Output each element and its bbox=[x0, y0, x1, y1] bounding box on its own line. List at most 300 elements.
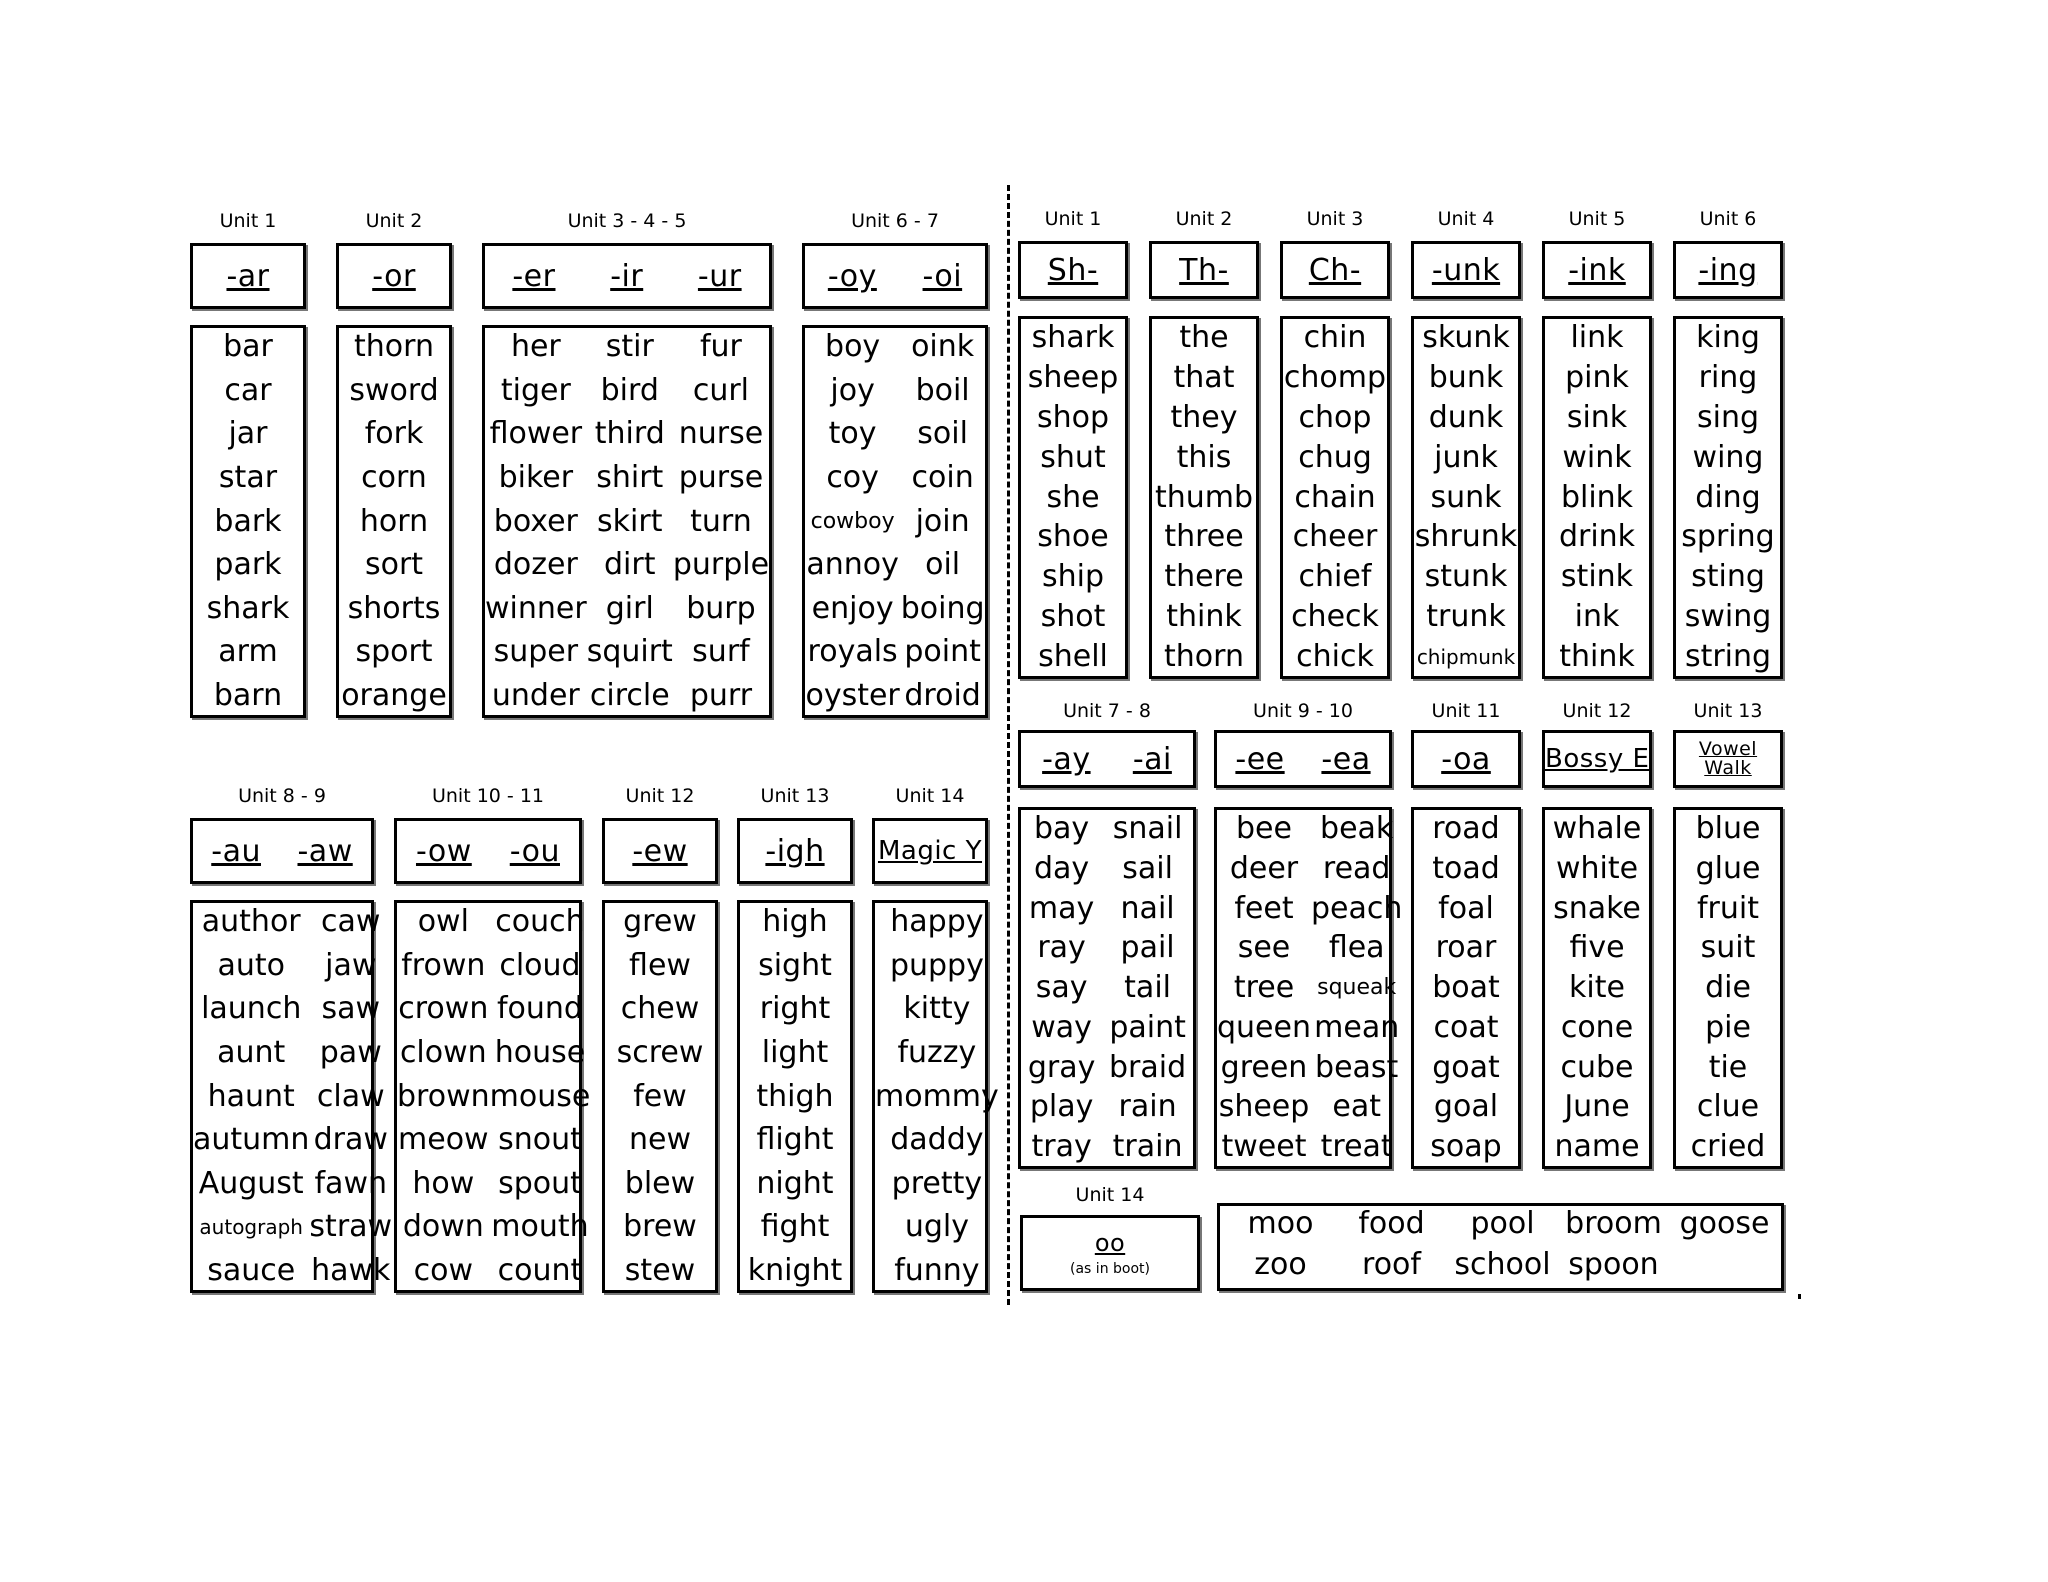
sound-header: -ow bbox=[415, 833, 472, 869]
word: king bbox=[1696, 320, 1760, 355]
word-list-box bbox=[1673, 807, 1783, 1169]
word-list-box bbox=[602, 900, 718, 1293]
unit-label: Unit 6 - 7 bbox=[851, 210, 939, 232]
word-list-box bbox=[1149, 316, 1259, 679]
unit-label: Unit 12 bbox=[625, 785, 695, 807]
word: circle bbox=[589, 678, 670, 713]
oo-header-box bbox=[1020, 1215, 1200, 1291]
oo-subheader: (as in boot) bbox=[1070, 1261, 1150, 1277]
word: soap bbox=[1430, 1129, 1502, 1164]
word: hawk bbox=[311, 1253, 391, 1288]
sound-header-box bbox=[1411, 241, 1521, 299]
word: roar bbox=[1435, 930, 1497, 966]
word: sunk bbox=[1430, 479, 1502, 515]
word: ding bbox=[1695, 479, 1761, 515]
word: sheep bbox=[1218, 1089, 1310, 1125]
sound-header: -ur bbox=[697, 258, 742, 294]
word: goose bbox=[1679, 1206, 1770, 1241]
word: squirt bbox=[586, 634, 673, 670]
word-list-box bbox=[394, 900, 591, 1293]
sound-header: -ink bbox=[1568, 252, 1626, 288]
word: thigh bbox=[756, 1078, 834, 1114]
unit-label: Unit 10 - 11 bbox=[431, 785, 544, 807]
word: name bbox=[1554, 1129, 1640, 1164]
word: squeak bbox=[1317, 975, 1397, 1000]
sound-header-box bbox=[394, 818, 582, 884]
word-column bbox=[341, 329, 447, 713]
word: coat bbox=[1433, 1009, 1499, 1045]
word: shark bbox=[1031, 320, 1115, 355]
word: curl bbox=[692, 372, 750, 408]
word: spout bbox=[498, 1165, 582, 1201]
word: skunk bbox=[1422, 320, 1510, 355]
word: boat bbox=[1432, 970, 1500, 1005]
word: ship bbox=[1041, 559, 1104, 595]
word: flew bbox=[629, 947, 691, 983]
word: cheer bbox=[1292, 519, 1378, 555]
word: coy bbox=[826, 459, 879, 495]
word: that bbox=[1173, 359, 1235, 395]
word-column bbox=[1027, 320, 1119, 674]
word-list-box bbox=[190, 900, 393, 1293]
word: bar bbox=[223, 329, 273, 364]
sound-header: -oa bbox=[1441, 741, 1491, 777]
word: flight bbox=[756, 1122, 834, 1158]
word: blew bbox=[624, 1165, 696, 1201]
word: ink bbox=[1574, 599, 1620, 635]
word: chomp bbox=[1283, 359, 1387, 395]
word: junk bbox=[1434, 439, 1498, 475]
word: screw bbox=[616, 1034, 704, 1070]
word: kite bbox=[1569, 970, 1625, 1005]
word: grew bbox=[623, 904, 697, 939]
sound-header: -er bbox=[512, 258, 556, 294]
word-column bbox=[1217, 811, 1311, 1164]
word: biker bbox=[498, 459, 574, 495]
word: sort bbox=[364, 547, 424, 583]
word: three bbox=[1164, 519, 1244, 555]
word: day bbox=[1033, 850, 1090, 886]
word: chipmunk bbox=[1416, 645, 1516, 669]
sound-header: -ee bbox=[1235, 741, 1285, 777]
unit-label: Unit 3 - 4 - 5 bbox=[567, 210, 687, 232]
word-list-box bbox=[1018, 807, 1196, 1169]
word: chop bbox=[1298, 399, 1372, 435]
sound-header: -ew bbox=[632, 833, 688, 869]
word: few bbox=[633, 1078, 687, 1114]
unit-label: Unit 11 bbox=[1431, 700, 1501, 722]
word: turn bbox=[690, 503, 752, 539]
word-column bbox=[1414, 320, 1518, 672]
word: check bbox=[1291, 599, 1379, 635]
word-list-box bbox=[1411, 807, 1521, 1169]
word: tail bbox=[1124, 970, 1171, 1005]
word: pail bbox=[1120, 930, 1175, 966]
sound-header-box bbox=[802, 243, 988, 309]
sound-header: Bossy E bbox=[1545, 744, 1650, 774]
word: play bbox=[1029, 1089, 1094, 1125]
word: mouse bbox=[489, 1078, 591, 1114]
unit-label: Unit 2 bbox=[1175, 208, 1233, 230]
word: die bbox=[1705, 970, 1751, 1005]
word: coin bbox=[911, 459, 974, 495]
sound-header-box bbox=[1149, 241, 1259, 299]
word-list-box bbox=[1673, 316, 1783, 679]
word: nail bbox=[1120, 890, 1175, 926]
word: tiger bbox=[500, 372, 571, 408]
word: droid bbox=[904, 678, 981, 713]
word: sting bbox=[1691, 559, 1765, 595]
unit-label: Unit 12 bbox=[1562, 700, 1632, 722]
word: jaw bbox=[325, 947, 377, 983]
unit-label: Unit 1 bbox=[219, 210, 277, 232]
word: autumn bbox=[193, 1122, 310, 1158]
word: paw bbox=[319, 1034, 382, 1070]
word: the bbox=[1179, 320, 1229, 355]
sound-header-box bbox=[482, 243, 772, 309]
word bbox=[1669, 1246, 1780, 1287]
word: found bbox=[496, 991, 583, 1027]
word: enjoy bbox=[811, 590, 894, 626]
word: horn bbox=[359, 503, 429, 539]
word: park bbox=[214, 547, 282, 583]
word: snake bbox=[1553, 890, 1641, 926]
unit-label: Unit 13 bbox=[760, 785, 830, 807]
word: brown bbox=[397, 1078, 490, 1114]
word: launch bbox=[201, 991, 302, 1027]
word: bay bbox=[1033, 811, 1090, 846]
word: caw bbox=[321, 904, 381, 939]
word: oyster bbox=[805, 678, 900, 713]
word-column bbox=[485, 329, 587, 713]
word: puppy bbox=[889, 947, 984, 983]
word: see bbox=[1237, 930, 1291, 966]
word: shirt bbox=[596, 459, 664, 495]
word: boing bbox=[900, 590, 985, 626]
word: peach bbox=[1310, 890, 1403, 926]
unit-label: Unit 14 bbox=[895, 785, 965, 807]
word: kitty bbox=[903, 991, 971, 1027]
word: high bbox=[762, 904, 828, 939]
word: treat bbox=[1320, 1129, 1393, 1164]
word: car bbox=[224, 372, 272, 408]
word: cowboy bbox=[810, 508, 895, 534]
word: moo bbox=[1247, 1206, 1314, 1241]
word: tray bbox=[1031, 1129, 1092, 1164]
word: bird bbox=[600, 372, 659, 408]
word: road bbox=[1432, 811, 1500, 846]
word: bark bbox=[214, 503, 282, 539]
word: down bbox=[402, 1209, 484, 1245]
sound-header: -ai bbox=[1132, 741, 1172, 777]
word: haunt bbox=[207, 1078, 295, 1114]
word: tree bbox=[1233, 970, 1295, 1005]
word: link bbox=[1570, 320, 1624, 355]
word: shorts bbox=[347, 590, 441, 626]
word: chief bbox=[1298, 559, 1372, 595]
oo-word-grid bbox=[1225, 1205, 1780, 1287]
word: cube bbox=[1560, 1049, 1634, 1085]
sound-header-box bbox=[190, 243, 306, 309]
word: eat bbox=[1332, 1089, 1381, 1125]
word-column bbox=[1283, 320, 1387, 674]
word: bunk bbox=[1428, 359, 1504, 395]
stray-mark bbox=[1798, 1294, 1801, 1299]
word: beast bbox=[1315, 1049, 1399, 1085]
word: green bbox=[1220, 1049, 1308, 1085]
word: August bbox=[198, 1165, 304, 1201]
word: join bbox=[915, 503, 970, 539]
sound-header: Sh- bbox=[1047, 252, 1099, 288]
word: drink bbox=[1558, 519, 1636, 555]
word: sight bbox=[758, 947, 832, 983]
word: zoo bbox=[1254, 1247, 1307, 1282]
word: corn bbox=[361, 459, 427, 495]
word: fight bbox=[760, 1209, 830, 1245]
word: she bbox=[1046, 479, 1100, 515]
word: fuzzy bbox=[897, 1034, 977, 1070]
word: surf bbox=[692, 634, 750, 670]
word: food bbox=[1358, 1206, 1425, 1241]
word-list-box bbox=[1542, 316, 1652, 679]
word: foal bbox=[1438, 890, 1494, 926]
word: there bbox=[1164, 559, 1244, 595]
word: broom bbox=[1565, 1206, 1662, 1241]
word: count bbox=[497, 1253, 583, 1288]
word-column bbox=[805, 329, 900, 713]
word-column bbox=[1681, 320, 1775, 674]
word: cone bbox=[1560, 1009, 1634, 1045]
word: dozer bbox=[493, 547, 578, 583]
word: deer bbox=[1229, 850, 1299, 886]
word-list-box bbox=[1542, 807, 1652, 1169]
word: purse bbox=[678, 459, 764, 495]
sound-header: -igh bbox=[765, 833, 825, 869]
word-list-box bbox=[482, 325, 772, 718]
word: chick bbox=[1296, 639, 1374, 674]
word-list-box bbox=[802, 325, 988, 718]
word-column bbox=[309, 904, 393, 1288]
word: flea bbox=[1328, 930, 1385, 966]
word: chin bbox=[1303, 320, 1367, 355]
word: frown bbox=[401, 947, 486, 983]
word: clue bbox=[1696, 1089, 1760, 1125]
sound-header-box bbox=[602, 818, 718, 884]
word: flower bbox=[489, 416, 583, 452]
word: mean bbox=[1314, 1009, 1400, 1045]
word-column bbox=[206, 329, 290, 713]
word: shut bbox=[1040, 439, 1106, 475]
word: blue bbox=[1695, 811, 1761, 846]
word: chug bbox=[1298, 439, 1372, 475]
word: shell bbox=[1038, 639, 1108, 674]
word: shark bbox=[206, 590, 290, 626]
word: star bbox=[218, 459, 278, 495]
word: sink bbox=[1566, 399, 1628, 435]
sound-header: -ay bbox=[1042, 741, 1091, 777]
word: owl bbox=[417, 904, 469, 939]
word: wing bbox=[1692, 439, 1764, 475]
word: say bbox=[1035, 970, 1088, 1005]
word: claw bbox=[316, 1078, 385, 1114]
word: sauce bbox=[207, 1253, 296, 1288]
word: thorn bbox=[354, 329, 434, 364]
unit-label: Unit 3 bbox=[1306, 208, 1364, 230]
word: bee bbox=[1236, 811, 1292, 846]
unit-label: Unit 7 - 8 bbox=[1063, 700, 1151, 722]
word: tie bbox=[1708, 1049, 1748, 1085]
word: wink bbox=[1562, 439, 1632, 475]
sound-header-box bbox=[1280, 241, 1390, 299]
word: blink bbox=[1560, 479, 1634, 515]
sound-header: -unk bbox=[1431, 252, 1501, 288]
word: rain bbox=[1118, 1089, 1177, 1125]
word-list-box bbox=[1411, 316, 1521, 679]
word: tweet bbox=[1221, 1129, 1307, 1164]
word: author bbox=[201, 904, 301, 939]
word: whale bbox=[1552, 811, 1642, 846]
word: fawn bbox=[314, 1165, 387, 1201]
word-list-box bbox=[1280, 316, 1390, 679]
word: burp bbox=[686, 590, 756, 626]
word: her bbox=[510, 329, 561, 364]
word: orange bbox=[341, 678, 447, 713]
word: nurse bbox=[678, 416, 764, 452]
word: toy bbox=[828, 416, 877, 452]
word: feet bbox=[1234, 890, 1294, 926]
word-list-box bbox=[336, 325, 452, 718]
word: spring bbox=[1681, 519, 1775, 555]
word: annoy bbox=[806, 547, 899, 583]
word: purple bbox=[672, 547, 770, 583]
word: read bbox=[1322, 850, 1391, 886]
word: boxer bbox=[493, 503, 578, 539]
word: toad bbox=[1432, 850, 1500, 886]
sound-header: -ing bbox=[1698, 252, 1758, 288]
sound-header: -ou bbox=[509, 833, 560, 869]
word-column bbox=[672, 329, 770, 713]
sound-header-box bbox=[1542, 241, 1652, 299]
word: purr bbox=[689, 678, 753, 713]
sound-header: -or bbox=[372, 258, 416, 294]
word: shrunk bbox=[1414, 519, 1518, 555]
word: spoon bbox=[1568, 1247, 1659, 1282]
word: mouth bbox=[491, 1209, 589, 1245]
word: new bbox=[628, 1122, 691, 1158]
word: pretty bbox=[891, 1165, 983, 1201]
word-column bbox=[1558, 320, 1636, 674]
unit-label: Unit 9 - 10 bbox=[1253, 700, 1353, 722]
word: cloud bbox=[499, 947, 581, 983]
word-column bbox=[1310, 811, 1403, 1164]
word: sheep bbox=[1027, 359, 1119, 395]
word: stunk bbox=[1424, 559, 1508, 595]
sound-header-box bbox=[190, 818, 374, 884]
word-column bbox=[193, 904, 310, 1288]
sound-header: Th- bbox=[1179, 252, 1229, 288]
word: snout bbox=[498, 1122, 582, 1158]
word-column bbox=[1027, 811, 1096, 1164]
word: draw bbox=[313, 1122, 388, 1158]
sound-header-box bbox=[737, 818, 853, 884]
word: beak bbox=[1320, 811, 1394, 846]
word: boil bbox=[915, 372, 970, 408]
word: oil bbox=[925, 547, 961, 583]
word: June bbox=[1564, 1089, 1630, 1125]
word: they bbox=[1170, 399, 1238, 435]
word: queen bbox=[1217, 1009, 1311, 1045]
word: barn bbox=[213, 678, 283, 713]
word: dunk bbox=[1428, 399, 1504, 435]
word-list-box bbox=[1018, 316, 1128, 679]
word: auto bbox=[217, 947, 285, 983]
word: straw bbox=[309, 1209, 393, 1245]
word: ugly bbox=[904, 1209, 969, 1245]
word: goat bbox=[1432, 1049, 1500, 1085]
word: this bbox=[1176, 439, 1232, 475]
word: point bbox=[904, 634, 981, 670]
word-column bbox=[1552, 811, 1642, 1164]
word: pink bbox=[1565, 359, 1629, 395]
word: funny bbox=[894, 1253, 980, 1288]
word: way bbox=[1031, 1009, 1092, 1045]
word: meow bbox=[398, 1122, 489, 1158]
word: clown bbox=[399, 1034, 487, 1070]
page-divider bbox=[1007, 185, 1010, 1305]
word: sport bbox=[355, 634, 433, 670]
word: train bbox=[1112, 1129, 1183, 1164]
word: third bbox=[594, 416, 665, 452]
word: happy bbox=[890, 904, 984, 939]
unit-label: Unit 13 bbox=[1693, 700, 1763, 722]
word: mommy bbox=[875, 1078, 999, 1114]
unit-label: Unit 2 bbox=[365, 210, 423, 232]
word: five bbox=[1569, 930, 1625, 966]
word: swing bbox=[1684, 599, 1772, 635]
word: house bbox=[494, 1034, 586, 1070]
sound-header-box bbox=[1018, 241, 1128, 299]
word: dirt bbox=[604, 547, 656, 583]
word: oink bbox=[911, 329, 975, 364]
sound-header-box bbox=[336, 243, 452, 309]
word: shoe bbox=[1037, 519, 1109, 555]
word: couch bbox=[495, 904, 585, 939]
sound-header: -aw bbox=[297, 833, 353, 869]
oo-header: oo bbox=[1094, 1229, 1126, 1257]
word: arm bbox=[218, 634, 278, 670]
word: ray bbox=[1037, 930, 1086, 966]
word: autograph bbox=[199, 1215, 303, 1240]
unit-label: Unit 14 bbox=[1075, 1184, 1145, 1206]
unit-label: Unit 1 bbox=[1044, 208, 1102, 230]
word: chain bbox=[1294, 479, 1376, 515]
word: stink bbox=[1560, 559, 1634, 595]
word: shop bbox=[1036, 399, 1110, 435]
word: paint bbox=[1109, 1009, 1186, 1045]
word-column bbox=[875, 904, 999, 1288]
word: school bbox=[1454, 1247, 1551, 1282]
word: pool bbox=[1470, 1206, 1535, 1241]
unit-label: Unit 4 bbox=[1437, 208, 1495, 230]
word: stew bbox=[624, 1253, 696, 1288]
word: super bbox=[493, 634, 579, 670]
word: fur bbox=[699, 329, 742, 364]
word: cried bbox=[1690, 1129, 1766, 1164]
sound-header: -oy bbox=[827, 258, 877, 294]
sound-header-box bbox=[872, 818, 988, 884]
sound-header: -ar bbox=[226, 258, 270, 294]
word: knight bbox=[747, 1253, 843, 1288]
